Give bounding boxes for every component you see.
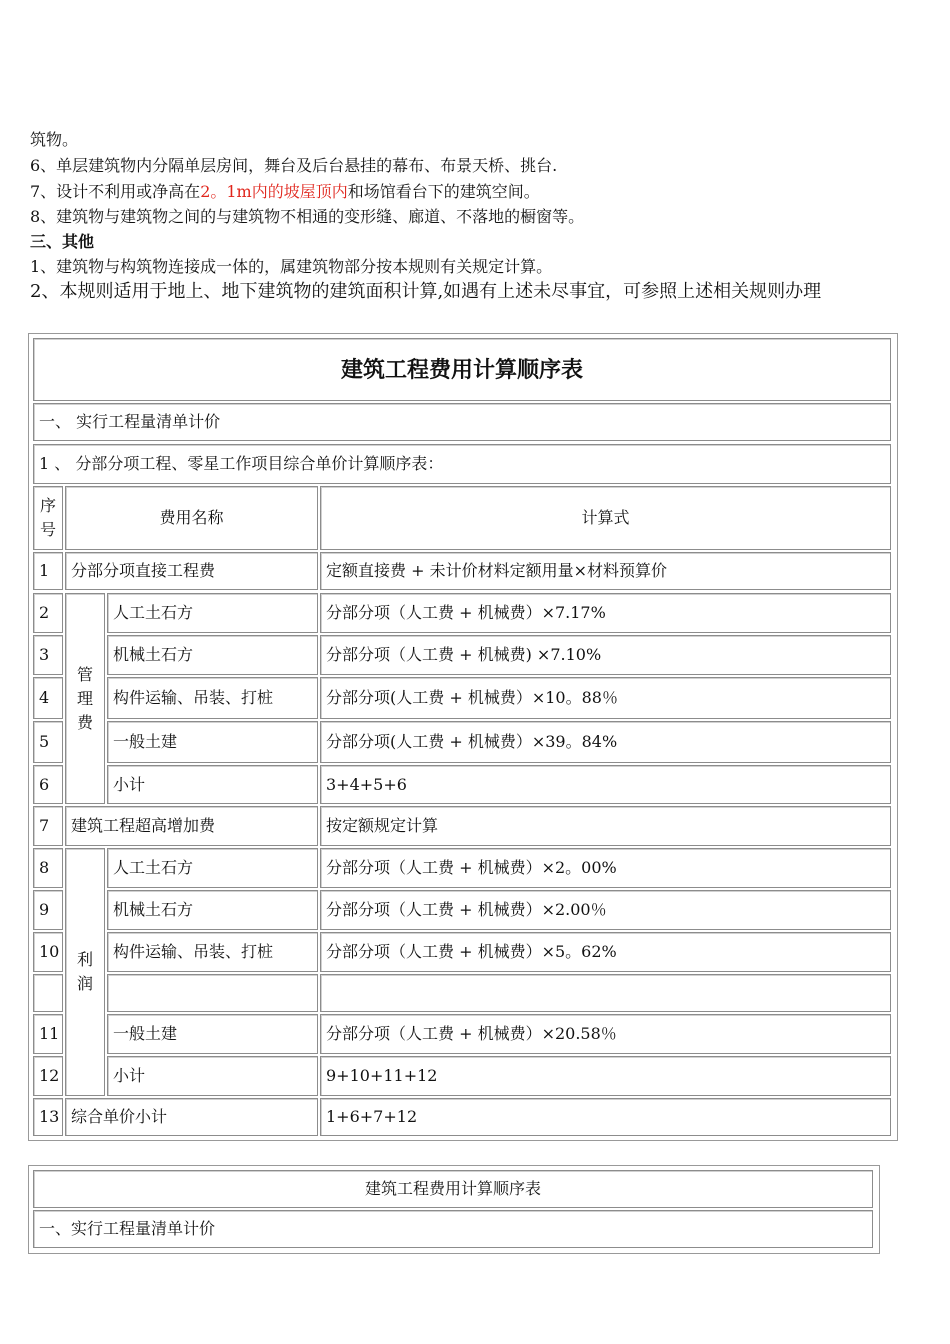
row-name: 一般土建 [107, 1014, 318, 1054]
row-no: 9 [33, 890, 63, 930]
paragraph-text: 7、设计不利用或净高在 [30, 182, 201, 201]
row-formula: 9+10+11+12 [320, 1056, 891, 1096]
header-name: 费用名称 [65, 486, 318, 550]
highlighted-text: 2。1m内的坡屋顶内 [200, 182, 348, 201]
row-name: 小计 [107, 765, 318, 804]
row-name: 构件运输、吊装、打桩 [107, 677, 318, 719]
row-formula: 3+4+5+6 [320, 765, 891, 804]
table-subsection: 1 、 分部分项工程、零星工作项目综合单价计算顺序表： [33, 444, 891, 484]
row-formula: 定额直接费 + 未计价材料定额用量×材料预算价 [320, 552, 891, 590]
row-no: 10 [33, 932, 63, 972]
paragraph: 6、单层建筑物内分隔单层房间，舞台及后台悬挂的幕布、布景天桥、挑台. [30, 156, 558, 175]
row-no: 5 [33, 721, 63, 763]
row-formula: 分部分项（人工费 + 机械费）×20.58％ [320, 1014, 891, 1054]
row-formula: 分部分项（人工费 + 机械费）×7.17% [320, 593, 891, 633]
row-name: 机械土石方 [107, 635, 318, 675]
table-section: 一、实行工程量清单计价 [33, 1210, 873, 1248]
row-name [107, 974, 318, 1012]
row-name: 构件运输、吊装、打桩 [107, 932, 318, 972]
header-no: 序号 [33, 486, 63, 550]
row-no: 11 [33, 1014, 63, 1054]
row-formula: 分部分项(人工费 + 机械费）×10。88％ [320, 677, 891, 719]
row-no: 6 [33, 765, 63, 804]
group-profit: 利润 [65, 848, 105, 1096]
paragraph: 1、建筑物与构筑物连接成一体的，属建筑物部分按本规则有关规定计算。 [30, 257, 553, 276]
row-no: 7 [33, 806, 63, 846]
row-name: 人工土石方 [107, 593, 318, 633]
row-formula: 分部分项(人工费 + 机械费）×39。84% [320, 721, 891, 763]
row-name: 一般土建 [107, 721, 318, 763]
paragraph: 2、本规则适用于地上、地下建筑物的建筑面积计算,如遇有上述未尽事宜，可参照上述相关规则办理 [30, 281, 822, 302]
header-formula: 计算式 [320, 486, 891, 550]
row-formula: 分部分项（人工费 + 机械费）×5。62% [320, 932, 891, 972]
table-title: 建筑工程费用计算顺序表 [33, 338, 891, 401]
group-management-fee: 管理费 [65, 593, 105, 804]
table-title: 建筑工程费用计算顺序表 [33, 1170, 873, 1208]
row-no: 1 [33, 552, 63, 590]
row-no: 8 [33, 848, 63, 888]
paragraph: 8、建筑物与建筑物之间的与建筑物不相通的变形缝、廊道、不落地的橱窗等。 [30, 207, 585, 226]
row-name: 综合单价小计 [65, 1098, 318, 1136]
row-no: 12 [33, 1056, 63, 1096]
row-formula: 分部分项（人工费 + 机械费）×2.00％ [320, 890, 891, 930]
row-name: 建筑工程超高增加费 [65, 806, 318, 846]
row-name: 机械土石方 [107, 890, 318, 930]
row-no: 4 [33, 677, 63, 719]
table-section: 一、 实行工程量清单计价 [33, 403, 891, 441]
row-no [33, 974, 63, 1012]
row-no: 2 [33, 593, 63, 633]
row-formula: 1+6+7+12 [320, 1098, 891, 1136]
row-formula: 分部分项（人工费 + 机械费) ×7.10% [320, 635, 891, 675]
row-formula: 按定额规定计算 [320, 806, 891, 846]
fee-calculation-table-2 [28, 1165, 880, 1254]
row-no: 3 [33, 635, 63, 675]
fee-calculation-table [28, 333, 898, 1141]
row-no: 13 [33, 1098, 63, 1136]
row-name: 分部分项直接工程费 [65, 552, 318, 590]
section-heading: 三、其他 [30, 232, 95, 251]
row-name: 人工土石方 [107, 848, 318, 888]
row-name: 小计 [107, 1056, 318, 1096]
paragraph [30, 180, 920, 204]
paragraph-text: 和场馆看台下的建筑空间。 [347, 182, 540, 201]
row-formula [320, 974, 891, 1012]
row-formula: 分部分项（人工费 + 机械费）×2。00% [320, 848, 891, 888]
paragraph: 筑物。 [30, 130, 79, 149]
